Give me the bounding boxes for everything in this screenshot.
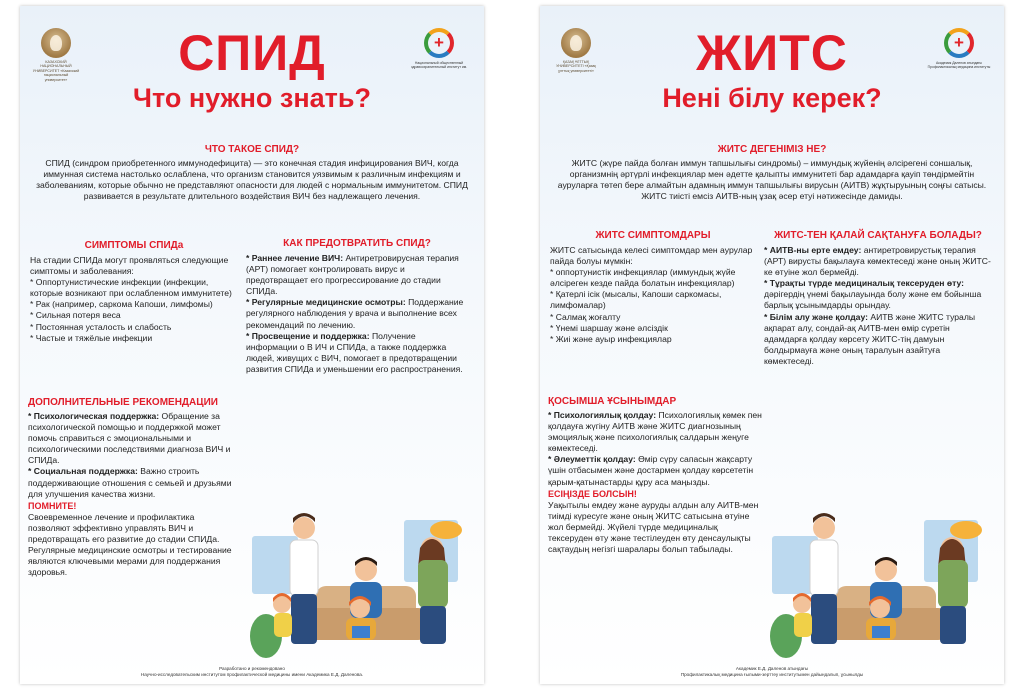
child-dress <box>794 613 812 637</box>
item-text: Психологиялық көмек пен қолдауға жүгіну АИТВ және ЖИТС диагнозының эмоциялық және психологиялық салдарын жеңуге көмектеседі. <box>548 410 762 454</box>
prevention-section <box>246 238 468 375</box>
section-heading: ЖИТС-ТЕН ҚАЛАЙ САҚТАНУҒА БОЛАДЫ? <box>774 230 982 241</box>
section-heading: КАК ПРЕДОТВРАТИТЬ СПИД? <box>283 238 431 249</box>
item-label: * Әлеуметтік қолдау: <box>548 454 636 465</box>
what-is-section <box>32 144 472 202</box>
list-item: * Постоянная усталость и слабость <box>30 321 172 332</box>
poster-subtitle: Нені білу керек? <box>662 83 882 113</box>
item-label: * Тұрақты түрде медициналық тексеруден өту: <box>764 278 965 289</box>
item-label: * Білім алу және қолдау: <box>764 311 868 322</box>
list-item: * Үнемі шаршау және әлсіздік <box>550 322 668 333</box>
extra-recommendations-section <box>548 396 762 555</box>
mother-skirt <box>420 606 446 644</box>
family-illustration <box>766 508 996 658</box>
extra-recommendations-section <box>28 397 233 578</box>
item-text: Важно строить поддерживающие отношения с семьей и друзьями для улучшения качества жизни. <box>28 466 232 499</box>
item-label: * Раннее лечение ВИЧ: <box>246 253 344 263</box>
father-head <box>293 517 315 539</box>
section-heading: ДОПОЛНИТЕЛЬНЫЕ РЕКОМЕНДАЦИИ <box>28 397 218 408</box>
list-item <box>548 454 762 487</box>
list-item <box>246 297 468 330</box>
symptoms-section <box>30 240 238 344</box>
remember-heading: ПОМНИТЕ! <box>28 500 77 511</box>
poster-subtitle: Что нужно знать? <box>133 83 371 113</box>
symptoms-section <box>550 230 756 345</box>
list-item: * Сильная потеря веса <box>30 310 121 321</box>
section-heading: ЖИТС ДЕГЕНІМІЗ НЕ? <box>717 144 827 155</box>
list-item <box>28 466 233 499</box>
poster-russian <box>20 6 484 684</box>
list-item: * Частые и тяжёлые инфекции <box>30 332 153 343</box>
item-label: * АИТВ-ны ерте емдеу: <box>764 245 862 255</box>
item-text: Обращение за психологической помощью и поддержкой может помочь справиться с эмоциональными и психологическими последствиями диагноза ВИЧ и СПИДа. <box>28 411 231 466</box>
institute-logo-caption: Национальный общественный здравоохранительный институт им. <box>411 61 467 70</box>
section-heading: ЧТО ТАКОЕ СПИД? <box>204 144 300 155</box>
list-item <box>246 253 468 297</box>
university-logo-caption: ҚАЗАҚ ҰЛТТЫҚ УНИВЕРСИТЕТІ «Қазақ ұлттық университеті» <box>556 60 596 73</box>
list-item: * Жиі және ауыр инфекциялар <box>550 333 672 344</box>
university-logo-caption: КАЗАХСКИЙ НАЦИОНАЛЬНЫЙ УНИВЕРСИТЕТ «Казахский национальный университет» <box>32 60 80 82</box>
poster-kazakh <box>540 6 1004 684</box>
section-heading: СИМПТОМЫ СПИДа <box>84 240 184 251</box>
symptoms-intro: ЖИТС сатысында келесі симптомдар мен аурулар пайда болуы мүмкін: <box>550 245 753 267</box>
item-label: * Психологическая поддержка: <box>28 411 160 421</box>
list-item <box>764 312 992 367</box>
father-shirt <box>810 540 838 596</box>
umbrella-shape <box>950 521 982 539</box>
list-item <box>28 411 233 466</box>
footer-line: Профилактикалық медицина ғылыми-зерттеу институтымен дайындалып, ұсынылды <box>680 672 864 677</box>
list-item: * оппортунистік инфекциялар (иммундық жүйе әлсіреген кезде пайда болатын инфекциялар) <box>550 267 736 289</box>
list-item: * Салмақ жоғалту <box>550 311 621 322</box>
section-heading: ҚОСЫМША ҰСЫНЫМДАР <box>548 396 677 407</box>
footer-line: Разработано и рекомендовано <box>219 666 285 671</box>
list-item: * Рак (например, саркома Капоши, лимфомы) <box>30 299 213 310</box>
section-text: СПИД (синдром приобретенного иммунодефицита) — это конечная стадия инфицирования ВИЧ, когда иммунная система настолько ослаблена, что организм становится уязвимым к различным инфекциям и заболеваниям, которые обычно не представляют опасности для людей с нормальным иммунитетом. СПИД развивается в результате длительного воздействия ВИЧ без надлежащего лечения. <box>36 158 468 202</box>
item-label: * Социальная поддержка: <box>28 466 138 477</box>
father-trousers <box>291 594 317 644</box>
prevention-section <box>764 230 992 367</box>
section-text: ЖИТС (жүре пайда болған иммун тапшылығы синдромы) – иммундық жүйенің әлсірегені соншалық, организмнің әртүрлі инфекциялар мен әдетте қалыпты иммунитеті бар адамдарға қауіп төндірмейтін ауруларға төтеп бере алмайтын адамның иммун тапшылығы вирусын (АИТВ) жұқтыруының соңғы сатысы. ЖИТС тиісті емсіз АИТВ-ның ұзақ әсер етуі нәтижесінде дамиды. <box>557 158 987 202</box>
symptoms-intro: На стадии СПИДа могут проявляться следующие симптомы и заболевания: <box>30 255 229 277</box>
item-text: Антиретровирусная терапия (АРТ) помогает контролировать вирус и предотвращает его прогрессирование до стадии СПИДа. <box>246 253 459 297</box>
remember-heading: ЕСІҢІЗДЕ БОЛСЫН! <box>548 488 637 499</box>
section-heading: ЖИТС СИМПТОМДАРЫ <box>595 230 711 241</box>
item-label: * Просвещение и поддержка: <box>246 330 370 341</box>
remember-text: Уақытылы емдеу және ауруды алдын алу АИТВ-мен тиімді күресуге және оның ЖИТС сатысына өтуіне жол бермейді. Жүйелі түрде медициналық тексеруден өту және тестілеуден өту денсаулықты сақтаудың негізгі шаралары болып табылады. <box>548 499 759 555</box>
book-shape <box>872 626 890 638</box>
list-item <box>246 331 468 375</box>
item-label: * Психологиялық қолдау: <box>548 410 657 420</box>
book-shape <box>352 626 370 638</box>
item-text: АИТВ және ЖИТС туралы ақпарат алу, сондай-ақ АИТВ-мен өмір сүретін адамдарға қолдау көрсету ЖИТС-тің дамуын болдырмауға және оның таралуын азайтуға көмектеседі. <box>764 311 976 366</box>
list-item: * Қатерлі ісік (мысалы, Капоши саркомасы, лимфомалар) <box>550 289 722 311</box>
what-is-section <box>552 144 992 202</box>
mother-top <box>938 560 968 608</box>
poster-footer <box>540 666 1004 678</box>
father-trousers <box>811 594 837 644</box>
mother-skirt <box>940 606 966 644</box>
poster-footer <box>20 666 484 678</box>
list-item <box>764 278 992 311</box>
list-item <box>764 245 992 278</box>
father-shirt <box>290 540 318 596</box>
list-item <box>548 410 762 454</box>
poster-title: СПИД <box>178 25 326 81</box>
footer-line: Академик Е.Д. Даленов атындағы <box>735 666 809 671</box>
father-head <box>813 517 835 539</box>
umbrella-shape <box>430 521 462 539</box>
poster-title: ЖИТС <box>696 25 848 81</box>
remember-text: Своевременное лечение и профилактика позволяют эффективно управлять ВИЧ и предотвращать его развитие до стадии СПИДа. Регулярные медицинские осмотры и тестирование являются ключевыми мерами для поддержания здоровья. <box>28 511 232 578</box>
item-text: антиретровирустық терапия (АРТ) вирусты бақылауға көмектеседі және оның ЖИТС-ке өтуіне жол бермейді. <box>764 245 991 278</box>
item-text: Получение информации о В ИЧ и СПИДа, а также поддержка людей, живущих с ВИЧ, помогает в предотвращении развития СПИДа и уменьшении его распространения. <box>246 330 463 374</box>
item-text: Поддержание регулярного наблюдения у врача и выполнение всех рекомендаций по лечению. <box>246 297 464 330</box>
child-dress <box>274 613 292 637</box>
institute-logo-caption: Академик Даленов атындағы Профилактикалық медицина институты <box>927 61 991 70</box>
family-illustration <box>246 508 476 658</box>
item-label: * Регулярные медицинские осмотры: <box>246 297 406 308</box>
list-item: * Оппортунистические инфекции (инфекции, которые возникают при ослабленном иммунитете) <box>30 277 232 299</box>
item-text: дәрігердің үнемі бақылауында болу және ем бойынша барлық ұсынымдарды орындау. <box>764 289 982 311</box>
footer-line: Научно-исследовательским институтом профилактической медицины имени Академика Е.Д. Даленова. <box>140 672 364 677</box>
mother-top <box>418 560 448 608</box>
item-text: Өмір сүру сапасын жақсарту үшін отбасымен және достармен қолдау көрсететін қарым-қатынастарды құру аса маңызды. <box>548 454 754 487</box>
